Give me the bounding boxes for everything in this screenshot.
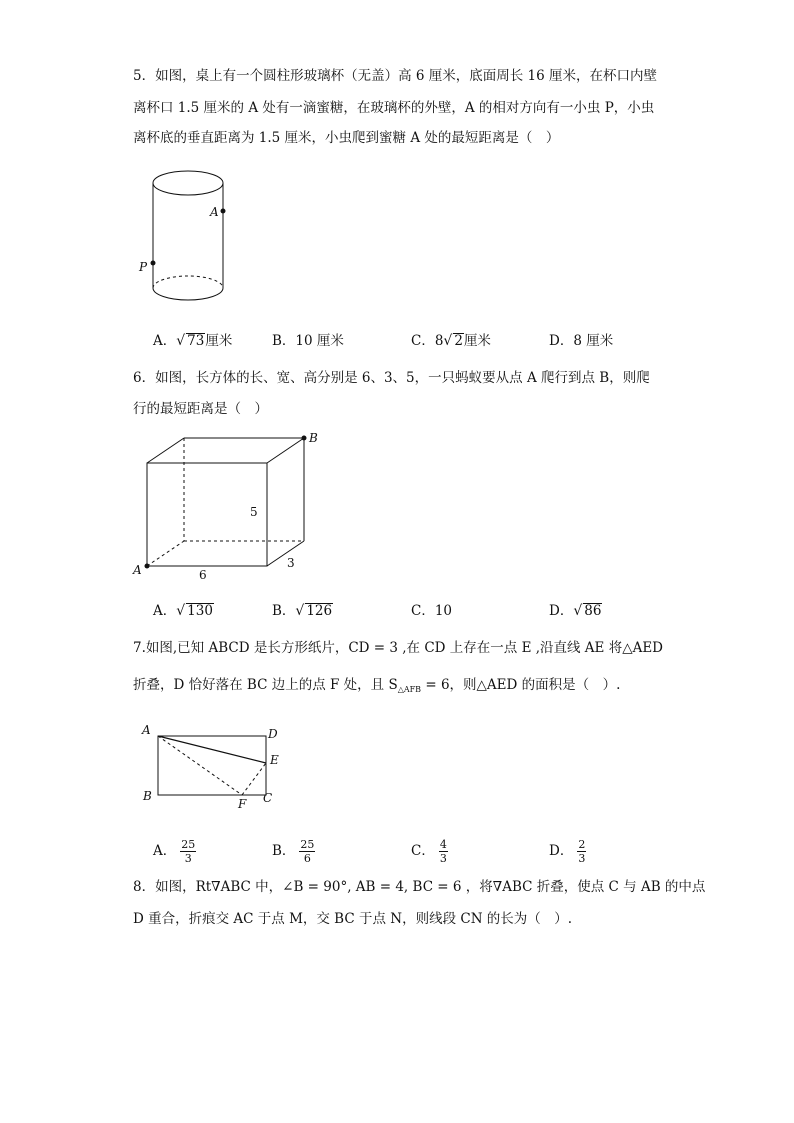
option-a-prefix: A． xyxy=(153,843,177,859)
option-a-radicand: 130 xyxy=(187,603,213,619)
option-c-radicand: 2 xyxy=(454,333,463,349)
option-a-prefix: A． xyxy=(153,603,177,619)
cylinder-top-ellipse xyxy=(153,171,223,195)
fraction-numerator: 25 xyxy=(300,838,315,851)
point-p-dot xyxy=(151,261,156,266)
option-b-radicand: 126 xyxy=(306,603,333,619)
q6-text-line-1: 6．如图，长方体的长、宽、高分别是 6、3、5，一只蚂蚁要从点 A 爬行到点 B，则爬 xyxy=(133,370,650,386)
fraction-numerator: 2 xyxy=(578,838,586,851)
cylinder-bottom-back-arc xyxy=(153,276,223,288)
fraction-numerator: 4 xyxy=(439,838,447,851)
q7-option-a[interactable] xyxy=(153,838,196,865)
option-d-radicand: 86 xyxy=(584,603,602,619)
option-a-prefix: A． xyxy=(153,333,177,349)
cylinder-bottom-front-arc xyxy=(153,288,223,300)
dashed-line-af xyxy=(158,736,242,795)
option-b-prefix: B． xyxy=(272,843,296,859)
option-a-radicand: 73 xyxy=(187,333,205,349)
q7-rectangle-figure xyxy=(138,718,298,818)
fold-line-ae xyxy=(158,736,266,763)
cuboid-hidden-left-bottom xyxy=(147,541,184,566)
fraction-numerator: 25 xyxy=(181,838,196,851)
option-c-fraction xyxy=(439,838,448,865)
point-b-dot xyxy=(302,436,307,441)
q8-text-line-1: 8．如图，Rt∇ABC 中，∠B = 90°, AB = 4, BC = 6 ，将∇ABC 折叠，使点 C 与 AB 的中点 xyxy=(133,879,706,895)
q7-option-d[interactable] xyxy=(549,838,586,865)
option-b-fraction xyxy=(299,838,315,865)
option-d-prefix: D． xyxy=(549,603,574,619)
fraction-denominator: 3 xyxy=(439,852,447,865)
q6-cuboid-figure xyxy=(130,428,330,588)
fraction-denominator: 3 xyxy=(184,852,192,865)
q6-option-c[interactable]: C．10 xyxy=(411,603,453,619)
width-3-label: 3 xyxy=(287,556,295,570)
q7-text-line-1: 7.如图,已知 ABCD 是长方形纸片，CD = 3 ,在 CD 上存在一点 E ,沿直线 AE 将△AED xyxy=(133,640,664,656)
label-d: D xyxy=(268,727,278,741)
q5-text-line-3: 离杯底的垂直距离为 1.5 厘米，小虫爬到蜜糖 A 处的最短距离是（ ） xyxy=(133,130,560,146)
label-e: E xyxy=(270,753,279,767)
q7-option-b[interactable] xyxy=(272,838,315,865)
q7-line2-post: = 6，则△AED 的面积是（ ）. xyxy=(421,677,621,693)
label-p: P xyxy=(139,260,148,274)
label-a: A xyxy=(133,563,142,577)
rectangle-abcd xyxy=(158,736,266,795)
point-a-dot xyxy=(145,564,150,569)
label-f: F xyxy=(238,797,247,811)
q5-text-line-2: 离杯口 1.5 厘米的 A 处有一滴蜜糖，在玻璃杯的外壁，A 的相对方向有一小虫 P，小虫 xyxy=(133,100,655,116)
q7-text-line-2 xyxy=(133,675,620,700)
q6-option-a[interactable]: A．√ 130 xyxy=(153,603,213,619)
q5-option-a[interactable]: A．√ 73厘米 xyxy=(153,333,233,349)
option-d-prefix: D． xyxy=(549,843,574,859)
q5-option-b[interactable]: B．10 厘米 xyxy=(272,333,344,349)
cuboid-top-edge xyxy=(147,438,184,463)
q6-option-d[interactable]: D．√ 86 xyxy=(549,603,602,619)
point-a-dot xyxy=(221,209,226,214)
label-b: B xyxy=(309,431,318,445)
option-b-prefix: B． xyxy=(272,603,296,619)
option-a-fraction xyxy=(180,838,196,865)
fraction-denominator: 6 xyxy=(303,852,311,865)
option-c-prefix: C． xyxy=(411,843,435,859)
label-a: A xyxy=(210,205,219,219)
q5-option-d[interactable]: D．8 厘米 xyxy=(549,333,614,349)
q8-text-line-2: D 重合，折痕交 AC 于点 M，交 BC 于点 N，则线段 CN 的长为（ ）. xyxy=(133,911,573,927)
option-c-unit: 厘米 xyxy=(463,333,491,349)
length-6-label: 6 xyxy=(199,568,207,582)
q6-option-b[interactable]: B．√ 126 xyxy=(272,603,333,619)
q5-cylinder-figure xyxy=(130,170,240,310)
option-d-fraction xyxy=(577,838,586,865)
fraction-denominator: 3 xyxy=(578,852,586,865)
label-c: C xyxy=(263,791,273,805)
q5-text-line-1: 5．如图，桌上有一个圆柱形玻璃杯（无盖）高 6 厘米，底面周长 16 厘米，在杯口内壁 xyxy=(133,68,658,84)
q7-option-c[interactable] xyxy=(411,838,448,865)
q7-line2-subscript: △AFB xyxy=(397,685,422,694)
q5-option-c[interactable]: C．8√ 2厘米 xyxy=(411,333,491,349)
height-5-label: 5 xyxy=(250,505,258,519)
cuboid-front-face xyxy=(147,463,267,566)
label-a: A xyxy=(142,723,151,737)
label-b: B xyxy=(143,789,152,803)
cuboid-bottom-right-edge xyxy=(267,541,304,566)
cuboid-top-right-edge xyxy=(267,438,304,463)
option-a-unit: 厘米 xyxy=(205,333,233,349)
q6-text-line-2: 行的最短距离是（ ） xyxy=(133,401,268,417)
q7-line2-pre: 折叠，D 恰好落在 BC 边上的点 F 处，且 S xyxy=(133,677,398,693)
option-c-prefix: C．8 xyxy=(411,333,444,349)
